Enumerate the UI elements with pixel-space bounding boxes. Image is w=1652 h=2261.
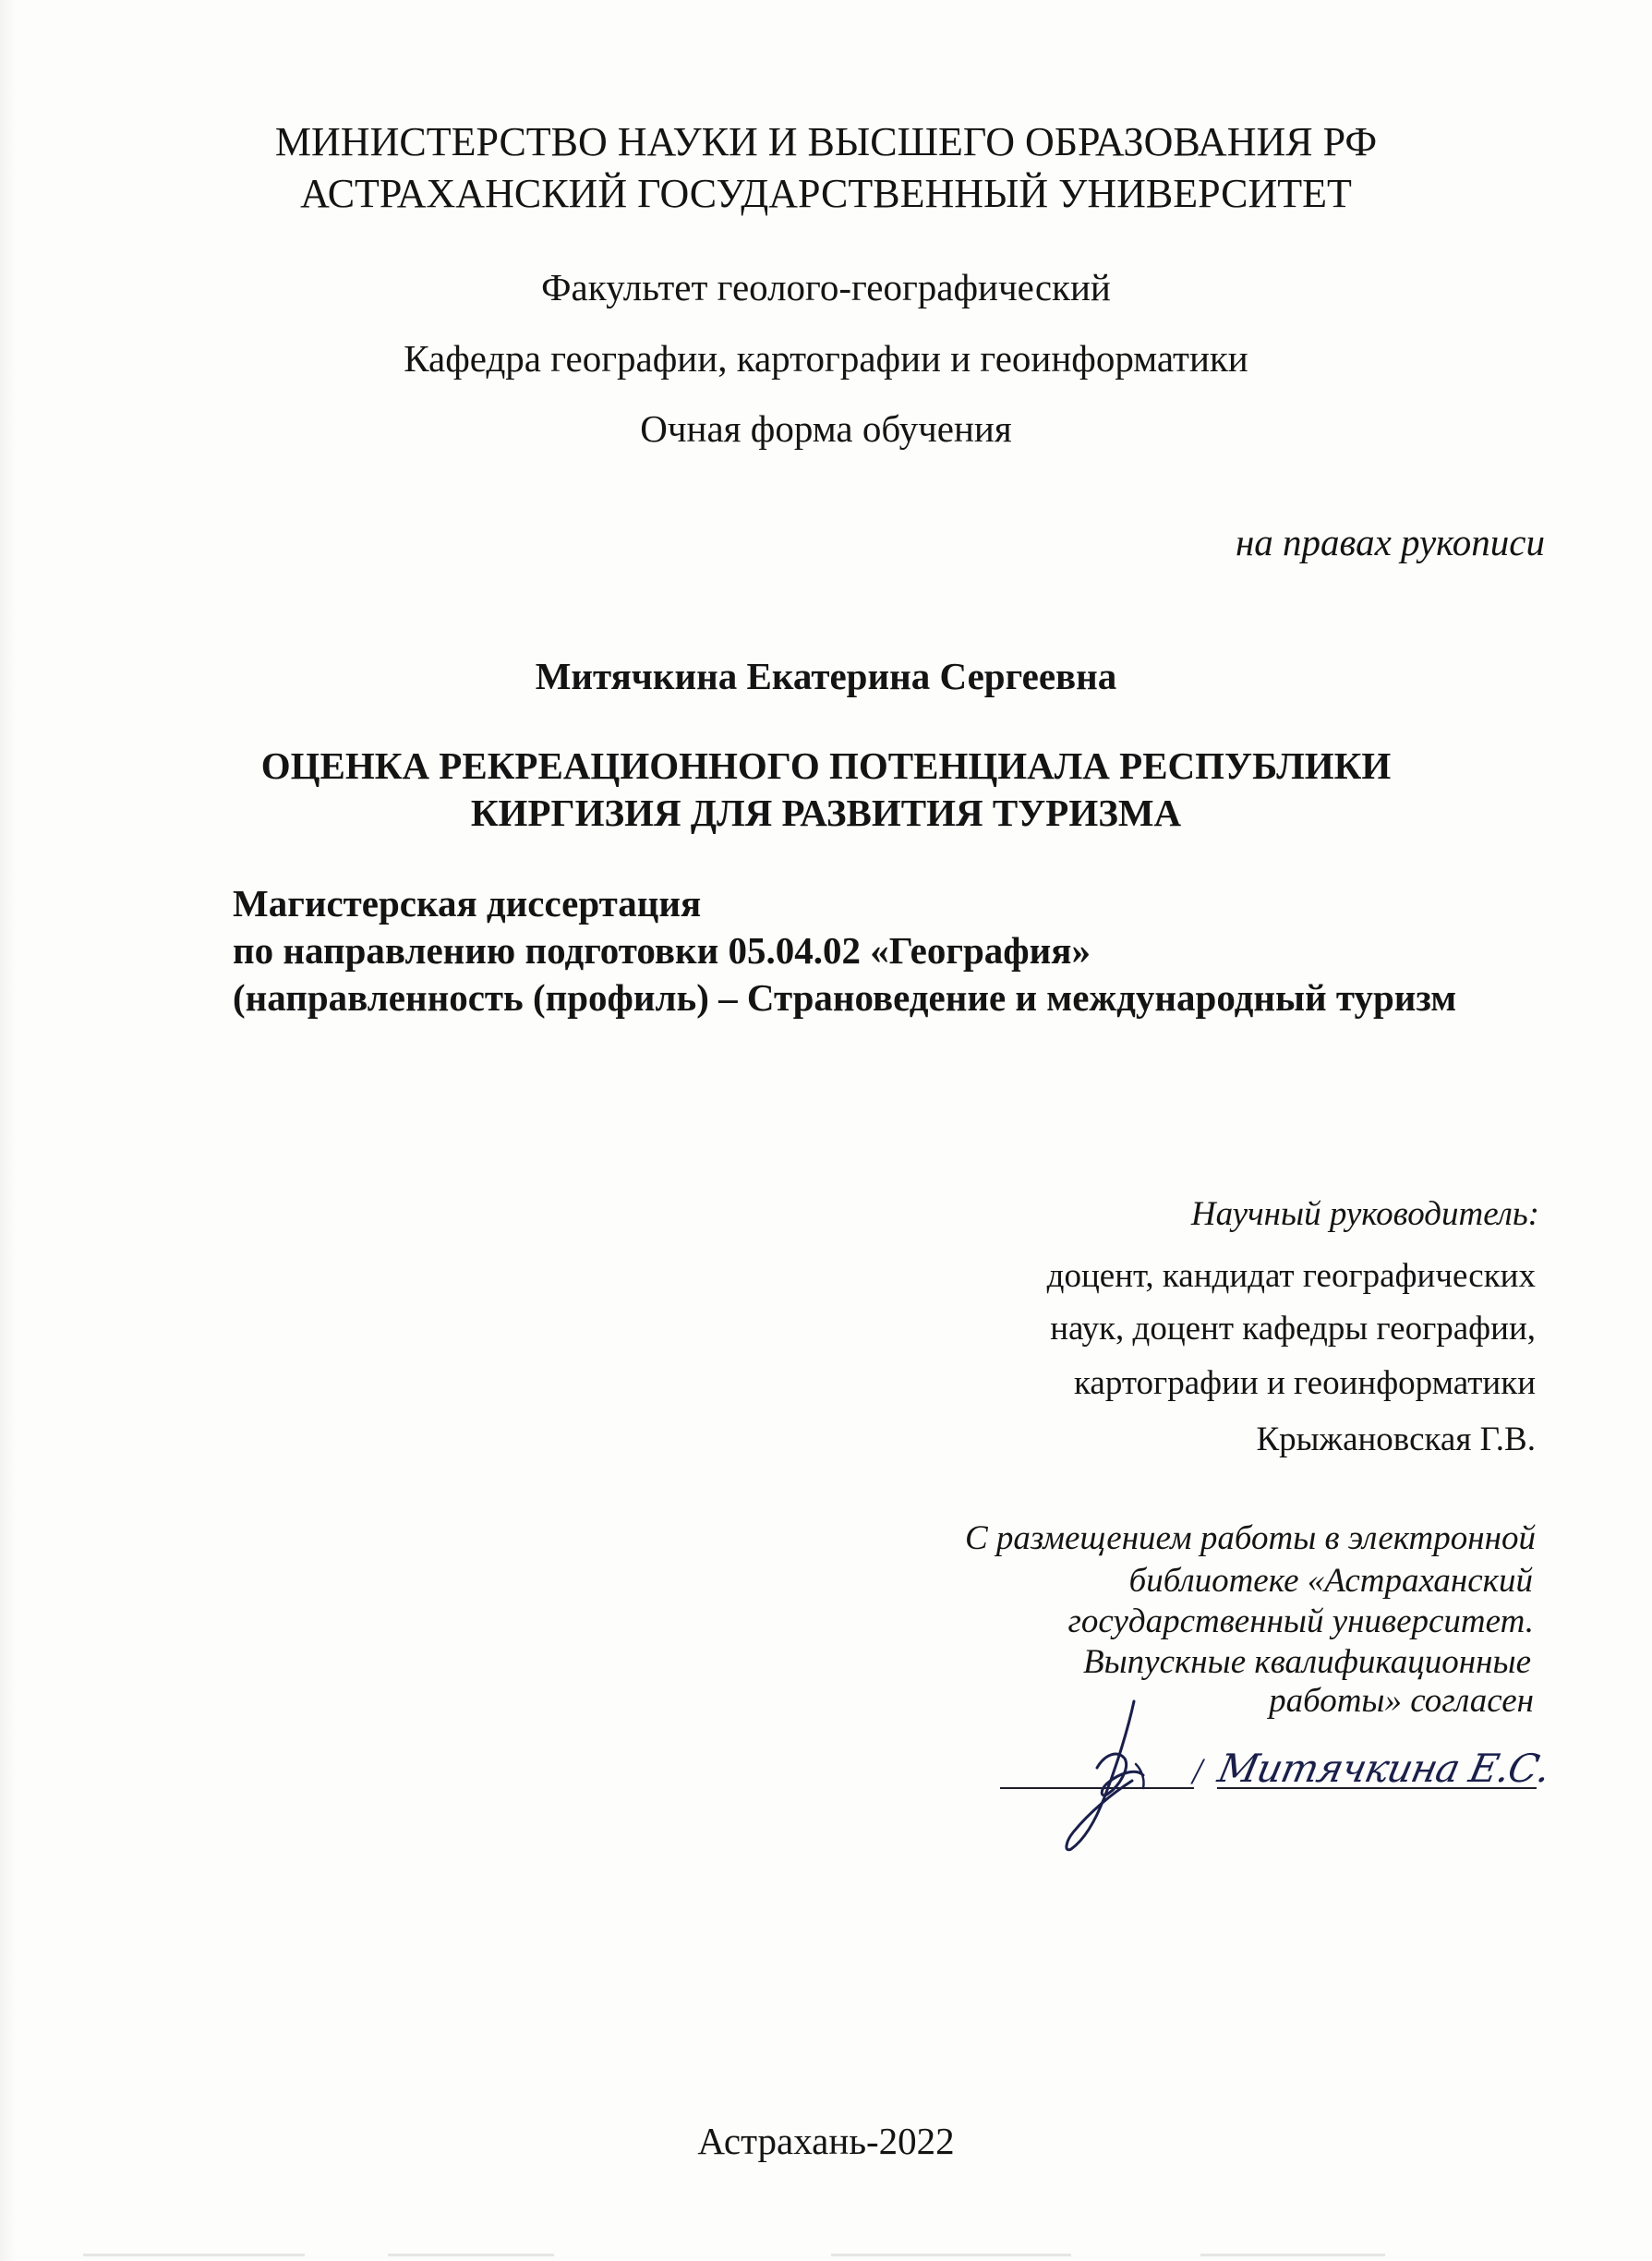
thesis-title-line-2: КИРГИЗИЯ ДЛЯ РАЗВИТИЯ ТУРИЗМА: [470, 792, 1182, 834]
thesis-title-line-1: ОЦЕНКА РЕКРЕАЦИОННОГО ПОТЕНЦИАЛА РЕСПУБЛИКИ: [260, 744, 1392, 787]
ministry-name: МИНИСТЕРСТВО НАУКИ И ВЫСШЕГО ОБРАЗОВАНИЯ РФ: [274, 119, 1378, 164]
supervisor-name: Крыжановская Г.В.: [1256, 1421, 1536, 1458]
thesis-type: Магистерская диссертация: [233, 882, 702, 925]
supervisor-line-3: картографии и геоинформатики: [1073, 1364, 1536, 1402]
scan-bottom-marks: [0, 2246, 1652, 2261]
consent-line-5: работы» согласен: [1269, 1682, 1534, 1720]
consent-line-3: государственный университет.: [1067, 1602, 1534, 1640]
department-name: Кафедра географии, картографии и геоинформатики: [404, 337, 1248, 380]
manuscript-note: на правах рукописи: [1235, 521, 1545, 563]
handwritten-signature-icon: [1016, 1690, 1237, 1856]
consent-line-1: С размещением работы в электронной: [964, 1519, 1536, 1557]
signature-separator: /: [1192, 1750, 1203, 1792]
city-year: Астрахань-2022: [697, 2120, 955, 2162]
author-name: Митячкина Екатерина Сергеевна: [535, 655, 1117, 697]
consent-line-4: Выпускные квалификационные: [1083, 1643, 1531, 1681]
supervisor-label: Научный руководитель:: [1190, 1195, 1539, 1233]
thesis-direction: по направлению подготовки 05.04.02 «География»: [233, 929, 1091, 972]
university-name: АСТРАХАНСКИЙ ГОСУДАРСТВЕННЫЙ УНИВЕРСИТЕТ: [300, 171, 1352, 216]
supervisor-line-1: доцент, кандидат географических: [1046, 1257, 1536, 1295]
consent-line-2: библиотеке «Астраханский: [1128, 1562, 1533, 1600]
supervisor-line-2: наук, доцент кафедры географии,: [1050, 1310, 1536, 1348]
faculty-name: Факультет геолого-географический: [541, 266, 1111, 308]
handwritten-name: Митячкина Е.С.: [1213, 1746, 1554, 1791]
thesis-profile: (направленность (профиль) – Страноведение и международный туризм: [233, 976, 1457, 1019]
study-form: Очная форма обучения: [640, 407, 1012, 450]
